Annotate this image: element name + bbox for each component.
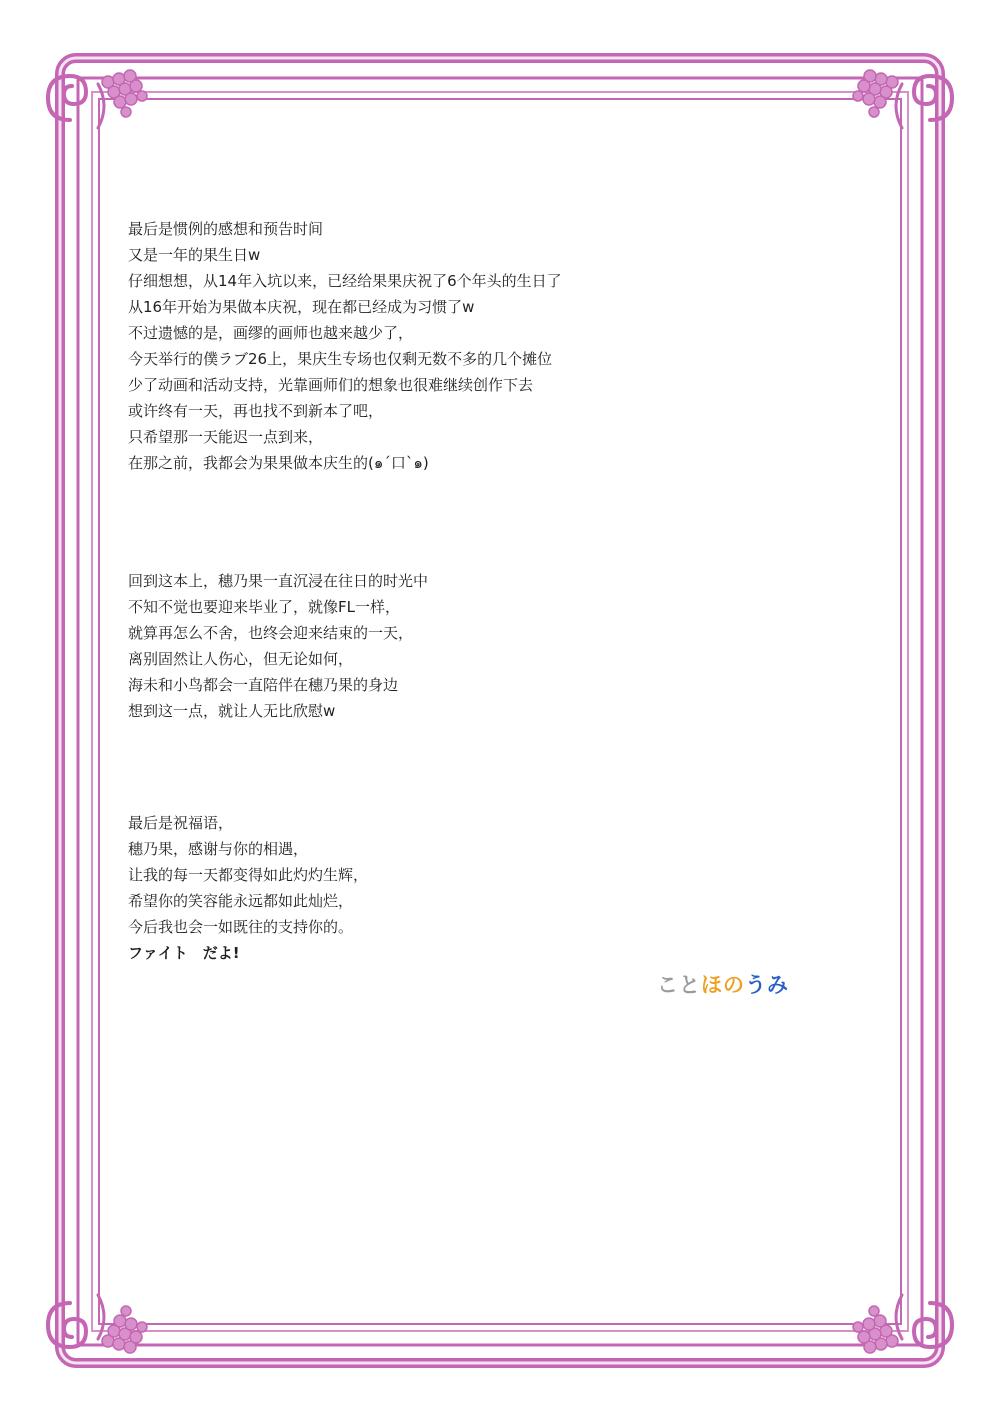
paragraph-story (128, 568, 428, 724)
text-line: 离别固然让人伤心，但无论如何， (128, 650, 354, 668)
text-line: 不过遗憾的是，画缪的画师也越来越少了， (128, 324, 414, 342)
text-line: 仔细想想，从14年入坑以来，已经给果果庆祝了6个年头的生日了 (128, 272, 562, 290)
signature-part-koto: こと (657, 973, 701, 997)
text-line: 最后是惯例的感想和预告时间 (128, 220, 324, 238)
text-line: 回到这本上，穗乃果一直沉浸在往日的时光中 (128, 572, 429, 590)
text-line: 希望你的笑容能永远都如此灿烂， (128, 892, 354, 910)
paragraph-wishes (128, 810, 368, 966)
text-line: 从16年开始为果做本庆祝，现在都已经成为习惯了w (128, 298, 475, 316)
text-line: 就算再怎么不舍，也终会迎来结束的一天， (128, 624, 414, 642)
text-line: 只希望那一天能迟一点到来， (128, 428, 324, 446)
text-line: 或许终有一天，再也找不到新本了吧， (128, 402, 384, 420)
text-line: 又是一年的果生日w (128, 246, 261, 264)
paragraph-afterword (128, 216, 562, 476)
text-line: 想到这一点，就让人无比欣慰w (128, 702, 336, 720)
text-line: 今后我也会一如既往的支持你的。 (128, 918, 354, 936)
signature-part-hono: ほの (701, 973, 745, 997)
text-line: 海未和小鸟都会一直陪伴在穗乃果的身边 (128, 676, 399, 694)
text-line: 最后是祝福语， (128, 814, 234, 832)
text-line: 不知不觉也要迎来毕业了，就像FL一样， (128, 598, 400, 616)
text-line: 在那之前，我都会为果果做本庆生的(๑´口`๑) (128, 454, 429, 472)
signature-part-umi: うみ (745, 973, 789, 997)
text-line: 让我的每一天都变得如此灼灼生辉， (128, 866, 369, 884)
text-line: 穗乃果，感谢与你的相遇， (128, 840, 309, 858)
cheer-line: ファイト だよ! (128, 944, 240, 962)
text-line: 今天举行的僕ラブ26上，果庆生专场也仅剩无数不多的几个摊位 (128, 350, 553, 368)
signature (657, 969, 789, 999)
text-line: 少了动画和活动支持，光靠画师们的想象也很难继续创作下去 (128, 376, 534, 394)
